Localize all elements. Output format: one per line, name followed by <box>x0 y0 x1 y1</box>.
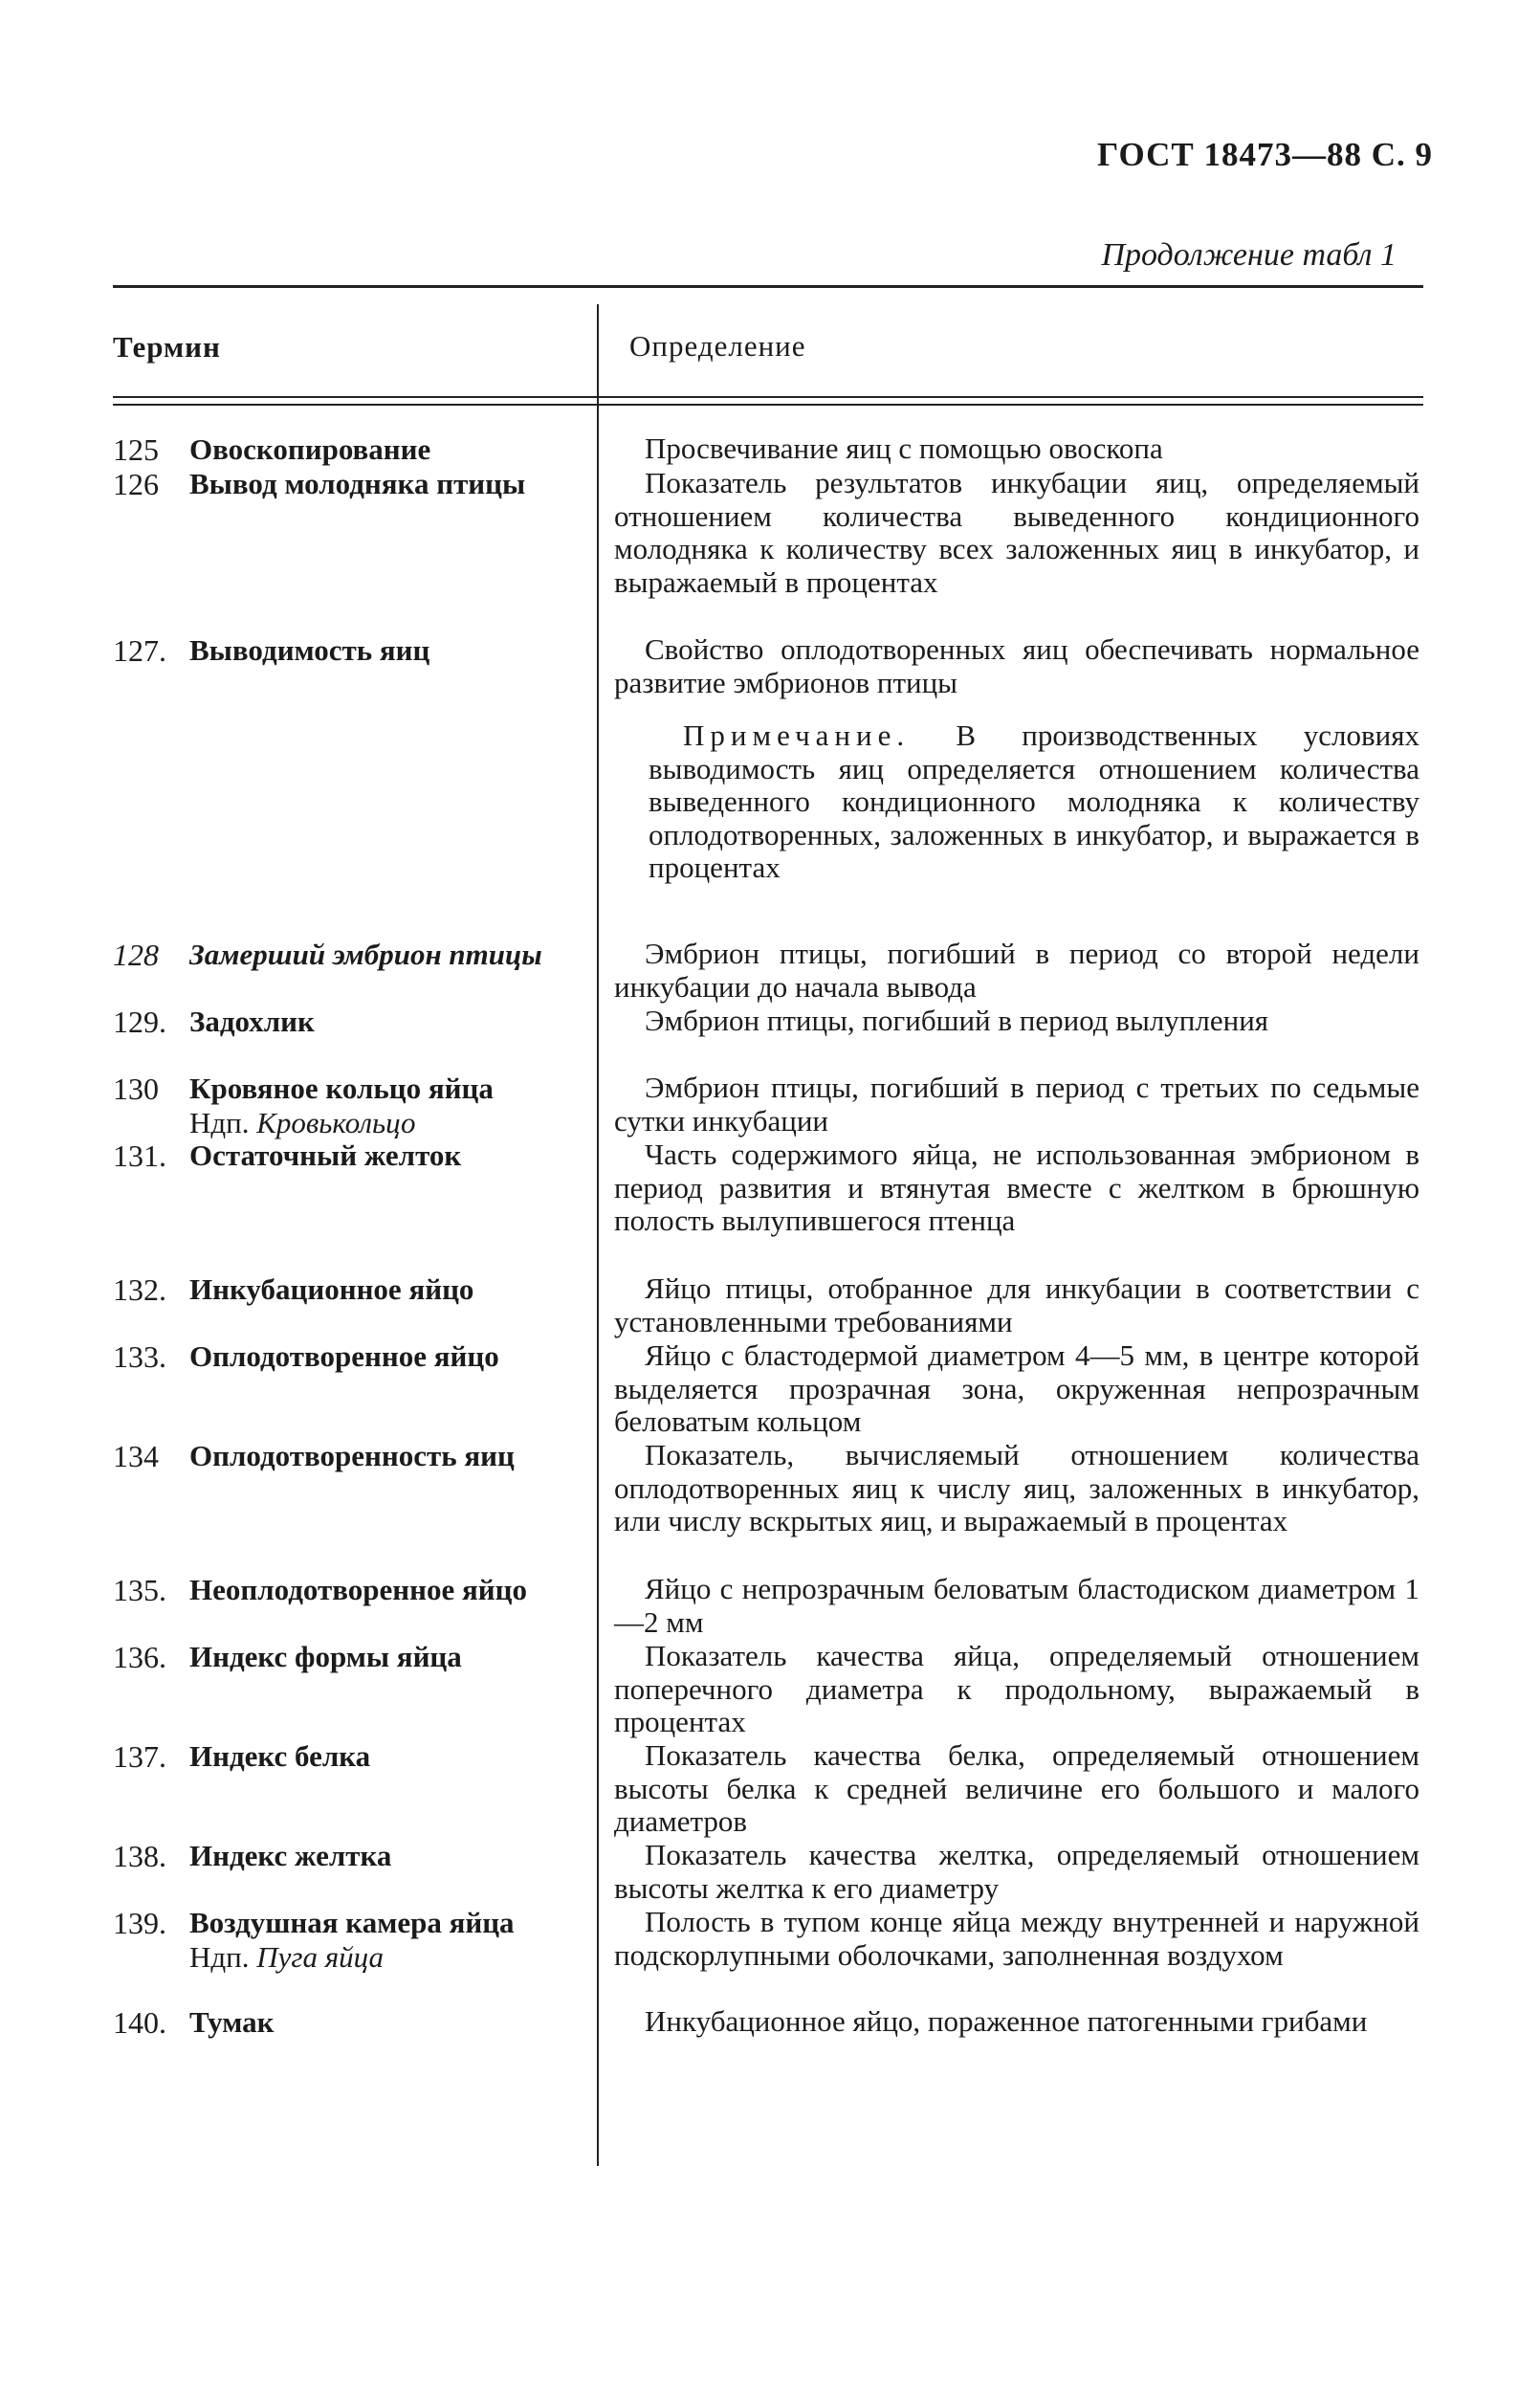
term-number: 132. <box>113 1272 166 1307</box>
term-number: 130 <box>113 1072 159 1106</box>
term-definition: Эмбрион птицы, погибший в период вылупления <box>645 1004 1269 1037</box>
term-name: Овоскопирование <box>189 432 431 466</box>
term-definition: Просвечивание яиц с помощью овоскопа <box>645 431 1163 465</box>
term-number: 139. <box>113 1906 166 1940</box>
table-continuation-label: Продолжение табл 1 <box>1101 237 1397 273</box>
term-name-text: Замерший эмбрион птицы <box>189 938 542 971</box>
term-number: 128 <box>113 938 159 972</box>
note-label: Примечание. <box>683 718 911 752</box>
term-number: 137. <box>113 1739 166 1774</box>
term-number: 136. <box>113 1640 166 1674</box>
term-name: Тумак <box>189 2005 275 2039</box>
term-number: 138. <box>113 1839 166 1873</box>
term-name <box>189 1906 562 1975</box>
term-number: 127. <box>113 633 166 668</box>
table-top-rule <box>113 285 1423 288</box>
column-divider <box>597 304 599 2166</box>
term-number: 129. <box>113 1005 166 1039</box>
term-name: Оплодотворенность яиц <box>189 1439 515 1472</box>
term-name: Вывод молодняка птицы <box>189 467 526 500</box>
synonym-prefix: Ндп. <box>189 1940 250 1974</box>
term-name: Инкубационное яйцо <box>189 1272 474 1306</box>
term-definition: Яйцо с непрозрачным беловатым бластодиском диаметром 1—2 мм <box>614 1572 1419 1639</box>
term-definition: Эмбрион птицы, погибший в период с третьих по седьмые сутки инкубации <box>614 1071 1419 1138</box>
term-definition: Яйцо с бластодермой диаметром 4—5 мм, в центре которой выделяется прозрачная зона, окруженная непрозрачным беловатым кольцом <box>614 1338 1419 1438</box>
page-header: ГОСТ 18473—88 С. 9 <box>1097 136 1433 173</box>
term-number: 133. <box>113 1339 166 1374</box>
header-double-rule-lower <box>113 404 1423 406</box>
term-definition: Показатель качества яйца, определяемый отношением поперечного диаметра к продольному, выражаемый в процентах <box>614 1639 1419 1738</box>
term-name: Остаточный желток <box>189 1138 462 1172</box>
column-header-term: Термин <box>113 330 221 364</box>
term-definition: Свойство оплодотворенных яиц обеспечивать нормальное развитие эмбрионов птицы <box>614 632 1419 699</box>
term-name-text: Воздушная камера яйца <box>189 1906 515 1939</box>
term-definition: Инкубационное яйцо, пораженное патогенными грибами <box>645 2004 1368 2038</box>
note-text: В производственных условиях выводимость яиц определяется отношением количества выведенного кондиционного молодняка к количеству оплодотворенных, заложенных в инкубатор, и выражается в процентах <box>649 718 1420 884</box>
term-name: Выводимость яиц <box>189 633 430 667</box>
term-number: 125 <box>113 432 159 467</box>
term-definition: Показатель качества желтка, определяемый отношением высоты желтка к его диаметру <box>614 1838 1419 1905</box>
term-definition: Показатель качества белка, определяемый отношением высоты белка к средней величине его большого и малого диаметров <box>614 1738 1419 1838</box>
term-name <box>189 1072 562 1140</box>
term-number: 126 <box>113 467 159 501</box>
term-name <box>189 938 562 972</box>
note-paragraph <box>649 719 1419 885</box>
synonym-text: Пуга яйца <box>256 1940 385 1974</box>
deprecated-synonym <box>189 1106 562 1140</box>
term-name-text: Кровяное кольцо яйца <box>189 1072 494 1105</box>
term-number: 135. <box>113 1573 166 1607</box>
term-name: Неоплодотворенное яйцо <box>189 1573 527 1606</box>
term-definition: Показатель результатов инкубации яиц, определяемый отношением количества выведенного кондиционного молодняка к количеству всех заложенных яиц в инкубатор, и выражаемый в процентах <box>614 466 1419 599</box>
term-number: 134 <box>113 1439 159 1473</box>
term-definition: Полость в тупом конце яйца между внутренней и наружной подскорлупными оболочками, заполненная воздухом <box>614 1905 1419 1972</box>
term-name: Индекс формы яйца <box>189 1640 462 1673</box>
term-definition: Яйцо птицы, отобранное для инкубации в соответствии с установленными требованиями <box>614 1271 1419 1338</box>
column-header-definition: Определение <box>629 329 806 363</box>
synonym-text: Кровькольцо <box>256 1106 416 1139</box>
term-definition: Часть содержимого яйца, не использованная эмбрионом в период развития и втянутая вместе с желтком в брюшную полость вылупившегося птенца <box>614 1138 1419 1237</box>
term-name: Индекс желтка <box>189 1839 392 1872</box>
term-definition: Эмбрион птицы, погибший в период со второй недели инкубации до начала вывода <box>614 937 1419 1004</box>
term-number: 131. <box>113 1138 166 1173</box>
term-name: Оплодотворенное яйцо <box>189 1339 499 1373</box>
header-double-rule-upper <box>113 396 1423 398</box>
deprecated-synonym <box>189 1940 562 1975</box>
term-number: 140. <box>113 2005 166 2040</box>
term-name: Индекс белка <box>189 1739 371 1773</box>
synonym-prefix: Ндп. <box>189 1106 250 1139</box>
term-definition: Показатель, вычисляемый отношением количества оплодотворенных яиц к числу яиц, заложенных в инкубатор, или числу вскрытых яиц, и выражаемый в процентах <box>614 1438 1419 1537</box>
term-name: Задохлик <box>189 1005 315 1038</box>
